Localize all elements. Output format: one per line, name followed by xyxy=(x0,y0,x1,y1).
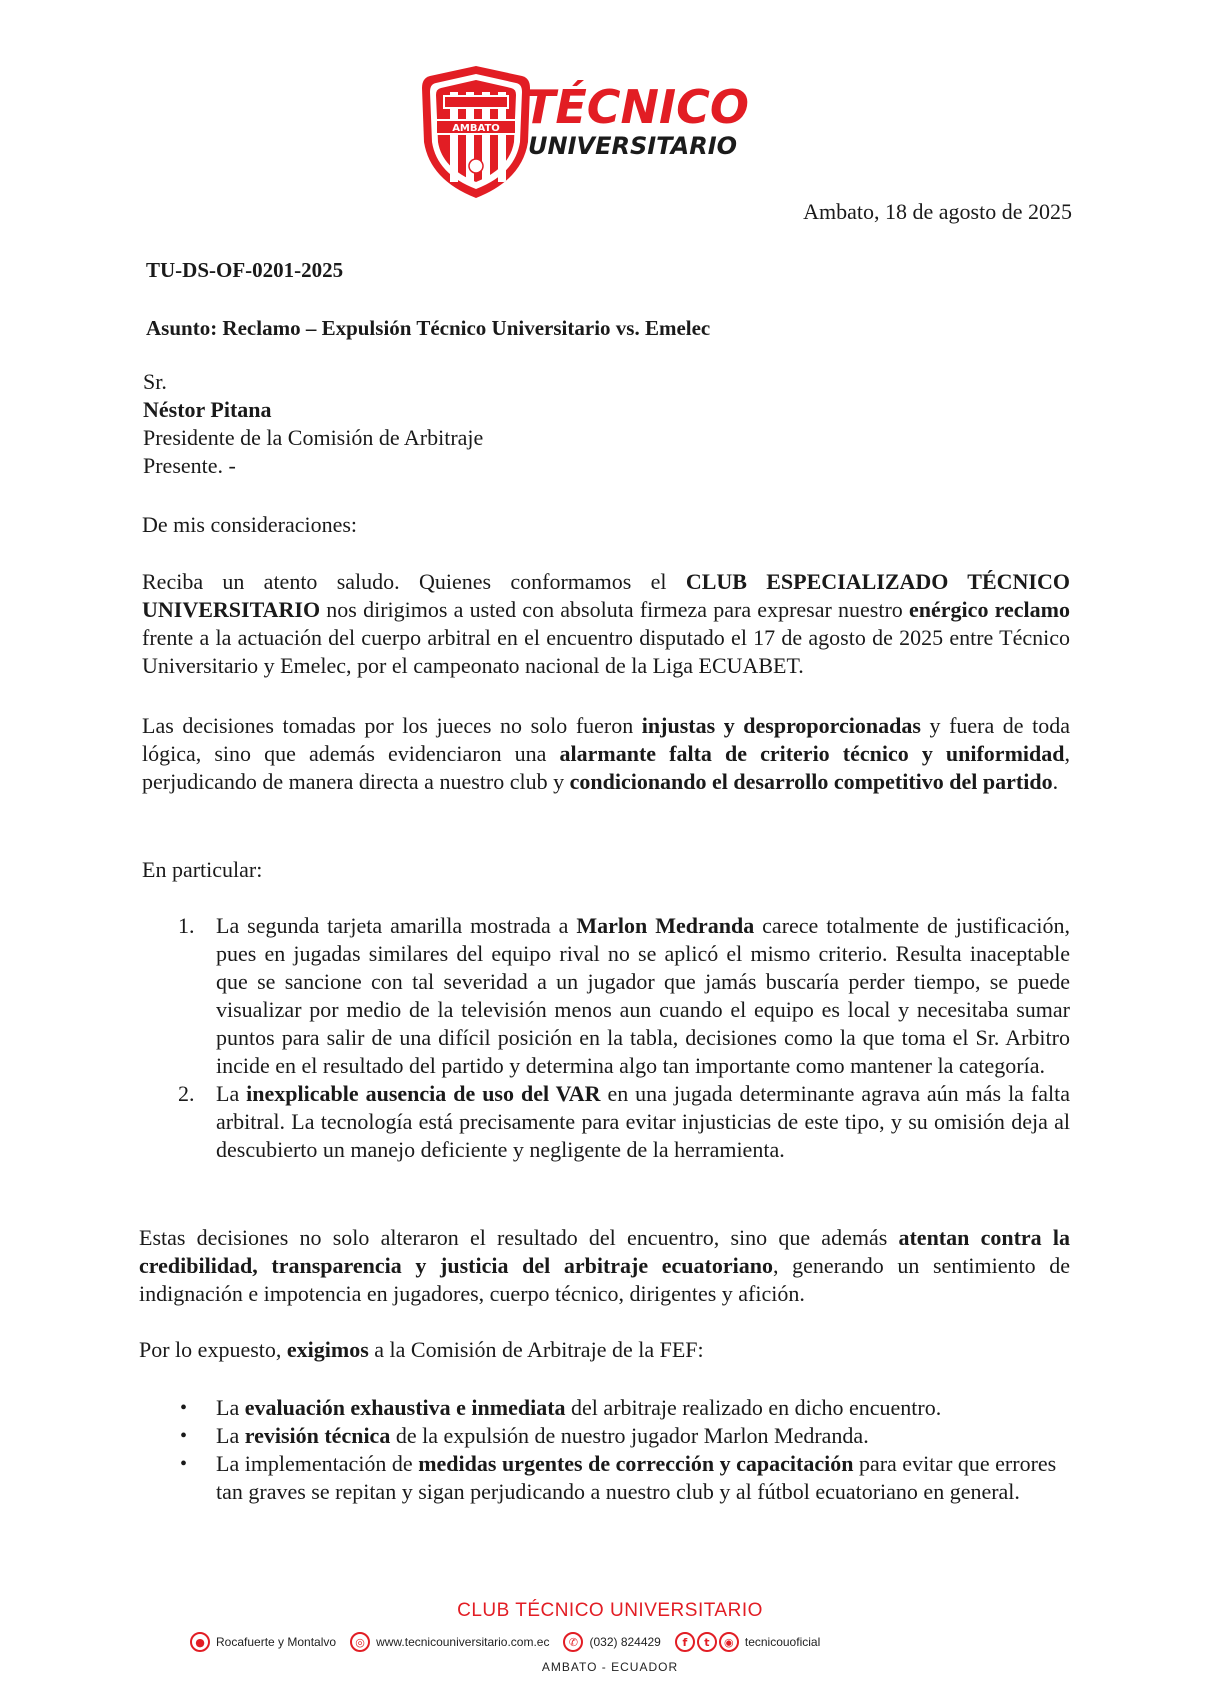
subject-line: Asunto: Reclamo – Expulsión Técnico Universitario vs. Emelec xyxy=(146,316,711,340)
facebook-icon[interactable]: f xyxy=(675,1632,695,1652)
bullet-icon: • xyxy=(180,1453,188,1475)
crest-text: AMBATO xyxy=(452,123,500,134)
recipient-presente: Presente. - xyxy=(143,453,236,478)
reference-number: TU-DS-OF-0201-2025 xyxy=(146,258,344,282)
phone-icon: ✆ xyxy=(563,1632,583,1652)
footer-title: CLUB TÉCNICO UNIVERSITARIO xyxy=(457,1600,763,1621)
recipient-name: Néstor Pitana xyxy=(143,397,272,422)
footer-social-handle: tecnicouoficial xyxy=(744,1635,821,1649)
bullet-icon: • xyxy=(180,1425,188,1447)
paragraph-intro: Reciba un atento saludo. Quienes conformamos el CLUB ESPECIALIZADO TÉCNICO UNIVERSITARIO nos dirigimos a usted con absoluta firmeza para expresar nuestro enérgico reclamo frente a la actuación del cuerpo arbitral en el encuentro disputado el 17 de agosto de 2025 entre Técnico Universitario y Emelec, por el campeonato nacional de la Liga ECUABET. xyxy=(142,569,1070,678)
footer-contacts xyxy=(190,1630,834,1654)
list-item: • La revisión técnica de la expulsión de nuestro jugador Marlon Medranda. xyxy=(180,1423,869,1448)
paragraph-decisions: Las decisiones tomadas por los jueces no solo fueron injustas y desproporcionadas y fuera de toda lógica, sino que además evidenciaron una alarmante falta de criterio técnico y uniformidad, perjudicando de manera directa a nuestro club y condicionando el desarrollo competitivo del partido. xyxy=(142,713,1071,794)
instagram-icon[interactable]: ◉ xyxy=(719,1632,739,1652)
list-item: 1. La segunda tarjeta amarilla mostrada a Marlon Medranda carece totalmente de justificación, pues en jugadas similares del equipo rival no se aplicó el mismo criterio. Resulta inaceptable que se sancione con tal severidad a un jugador que jamás buscaría perder tiempo, se puede visualizar por medio de la televisión menos aun cuando el equipo es local y necesitaba sumar puntos para salir de una difícil posición en la tabla, decisiones como la que toma el Sr. Arbitro incide en el resultado del partido y determina algo tan importante como mantener la categoría. xyxy=(178,913,1070,1078)
paragraph-demands: Por lo expuesto, exigimos a la Comisión de Arbitraje de la FEF: xyxy=(139,1337,704,1362)
bullet-list xyxy=(172,1394,1070,1506)
footer-city: AMBATO - ECUADOR xyxy=(541,1660,679,1674)
recipient-salutation: Sr. xyxy=(143,369,167,394)
recipient-block xyxy=(143,368,483,480)
logo-title: TÉCNICO xyxy=(524,80,750,134)
letter-date: Ambato, 18 de agosto de 2025 xyxy=(803,199,1072,224)
paragraph-particular: En particular: xyxy=(142,857,263,882)
location-pin-icon: ● xyxy=(190,1632,210,1652)
numbered-list xyxy=(172,912,1070,1164)
footer-address: Rocafuerte y Montalvo xyxy=(216,1635,337,1649)
list-item: 2. La inexplicable ausencia de uso del VAR en una jugada determinante agrava aún más la falta arbitral. La tecnología está precisamente para evitar injusticias de este tipo, y su omisión deja al descubierto un manejo deficiente y negligente de la herramienta. xyxy=(178,1081,1070,1162)
greeting: De mis consideraciones: xyxy=(142,512,358,537)
bullet-icon: • xyxy=(180,1397,188,1419)
paragraph-consequences: Estas decisiones no solo alteraron el resultado del encuentro, sino que además atentan contra la credibilidad, transparencia y justicia del arbitraje ecuatoriano, generando un sentimiento de indignación e impotencia en jugadores, cuerpo técnico, dirigentes y afición. xyxy=(139,1225,1070,1306)
globe-icon: ◎ xyxy=(350,1632,370,1652)
footer-phone: (032) 824429 xyxy=(589,1635,661,1649)
list-item: • La evaluación exhaustiva e inmediata del arbitraje realizado en dicho encuentro. xyxy=(180,1395,942,1420)
recipient-role: Presidente de la Comisión de Arbitraje xyxy=(143,425,484,450)
twitter-icon[interactable]: t xyxy=(697,1632,717,1652)
logo-subtitle: UNIVERSITARIO xyxy=(528,132,738,160)
footer-website[interactable]: www.tecnicouniversitario.com.ec xyxy=(376,1635,550,1649)
list-item: • La implementación de medidas urgentes de corrección y capacitación para evitar que errores tan graves se repitan y sigan perjudicando a nuestro club y al fútbol ecuatoriano en general. xyxy=(180,1451,1057,1504)
